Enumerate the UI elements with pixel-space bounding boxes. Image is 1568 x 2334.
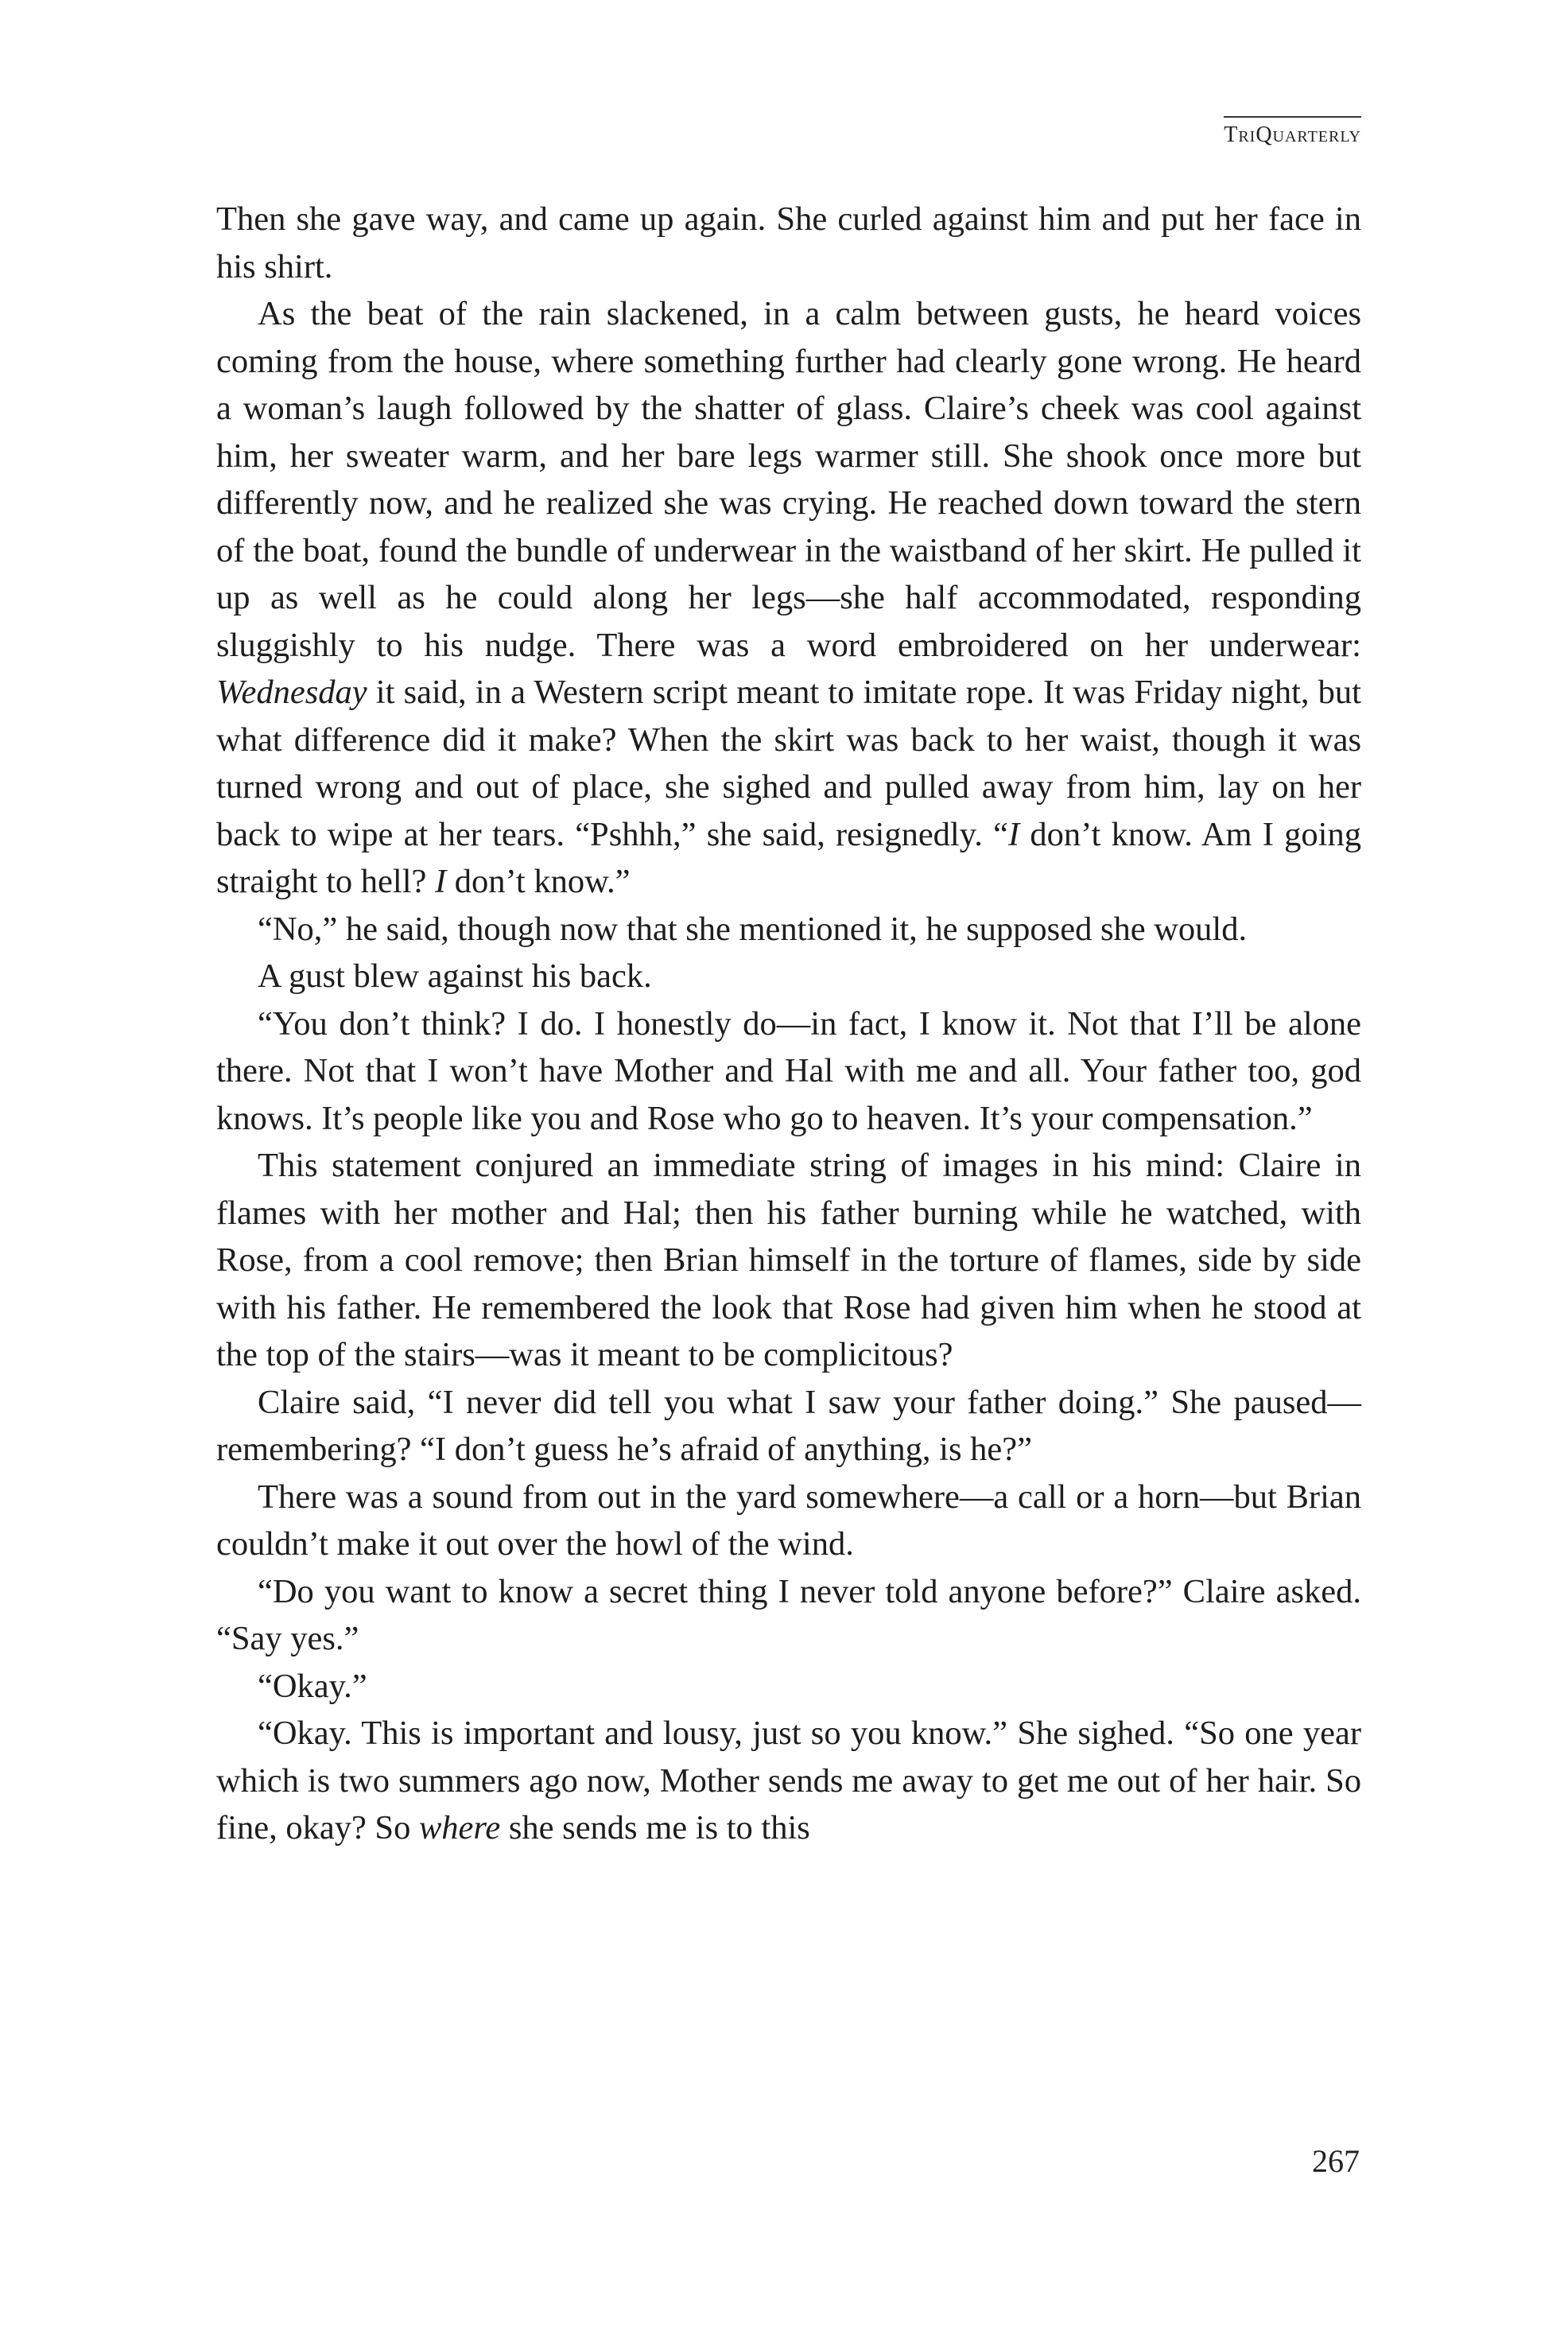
text-run: This statement conjured an immediate string of images in his mind: Claire in flames with her mother and Hal; then his father burning while he watched, with Rose, from a cool remove; then Brian himself in the torture of flames, side by side with his father. He remembered the look that Rose had given him when he stood at the top of the stairs—was it meant to be complicitous?: [216, 1147, 1361, 1373]
italic-text: I: [1007, 815, 1020, 853]
paragraph: [216, 1710, 1361, 1852]
text-run: There was a sound from out in the yard somewhere—a call or a horn—but Brian couldn’t make it out over the howl of the wind.: [216, 1478, 1361, 1563]
italic-text: Wednesday: [216, 674, 367, 711]
running-head: TriQuarterly: [1224, 116, 1361, 148]
paragraph: [216, 1663, 1361, 1711]
italic-text: I: [435, 863, 447, 900]
text-run: it said, in a Western script meant to imitate rope. It was Friday night, but what difference did it make? When the skirt was back to her waist, though it was turned wrong and out of place, she sighed and pulled away from him, lay on her back to wipe at her tears. “Pshhh,” she said, resignedly. “: [216, 674, 1361, 853]
text-run: Then she gave way, and came up again. She curled against him and put her face in his shirt.: [216, 200, 1361, 285]
text-run: “Okay.”: [258, 1667, 367, 1705]
paragraph: [216, 1379, 1361, 1474]
text-run: don’t know. Am I going straight to hell?: [216, 815, 1361, 900]
text-run: don’t know.”: [446, 863, 631, 900]
text-run: A gust blew against his back.: [258, 957, 652, 995]
text-run: “Okay. This is important and lousy, just so you know.” She sighed. “So one year which is two summers ago now, Mother sends me away to get me out of her hair. So fine, okay? So: [216, 1715, 1361, 1847]
paragraph: [216, 196, 1361, 290]
paragraph: [216, 1474, 1361, 1568]
body-text: [216, 196, 1361, 1852]
paragraph: [216, 953, 1361, 1000]
text-run: “You don’t think? I do. I honestly do—in fact, I know it. Not that I’ll be alone there. Not that I won’t have Mother and Hal with me and all. Your father too, god knows. It’s people like you and Rose who go to heaven. It’s your compensation.”: [216, 1004, 1361, 1137]
page-number: 267: [1312, 2143, 1360, 2179]
paragraph: [216, 1568, 1361, 1663]
text-run: “No,” he said, though now that she mentioned it, he supposed she would.: [258, 910, 1248, 948]
text-run: Claire said, “I never did tell you what I saw your father doing.” She paused—remembering? “I don’t guess he’s afraid of anything, is he?”: [216, 1383, 1361, 1468]
italic-text: where: [418, 1809, 501, 1847]
text-run: she sends me is to this: [500, 1809, 810, 1847]
text-run: As the beat of the rain slackened, in a calm between gusts, he heard voices coming from the house, where something further had clearly gone wrong. He heard a woman’s laugh followed by the shatter of glass. Claire’s cheek was cool against him, her sweater warm, and her bare legs warmer still. She shook once more but differently now, and he realized she was crying. He reached down toward the stern of the boat, found the bundle of underwear in the waistband of her skirt. He pulled it up as well as he could along her legs—she half accommodated, responding sluggishly to his nudge. There was a word embroidered on her underwear:: [216, 295, 1361, 664]
text-run: “Do you want to know a secret thing I never told anyone before?” Claire asked. “Say yes.”: [216, 1572, 1361, 1657]
paragraph: [216, 290, 1361, 906]
paragraph: [216, 1142, 1361, 1379]
paragraph: [216, 906, 1361, 953]
paragraph: [216, 1000, 1361, 1143]
